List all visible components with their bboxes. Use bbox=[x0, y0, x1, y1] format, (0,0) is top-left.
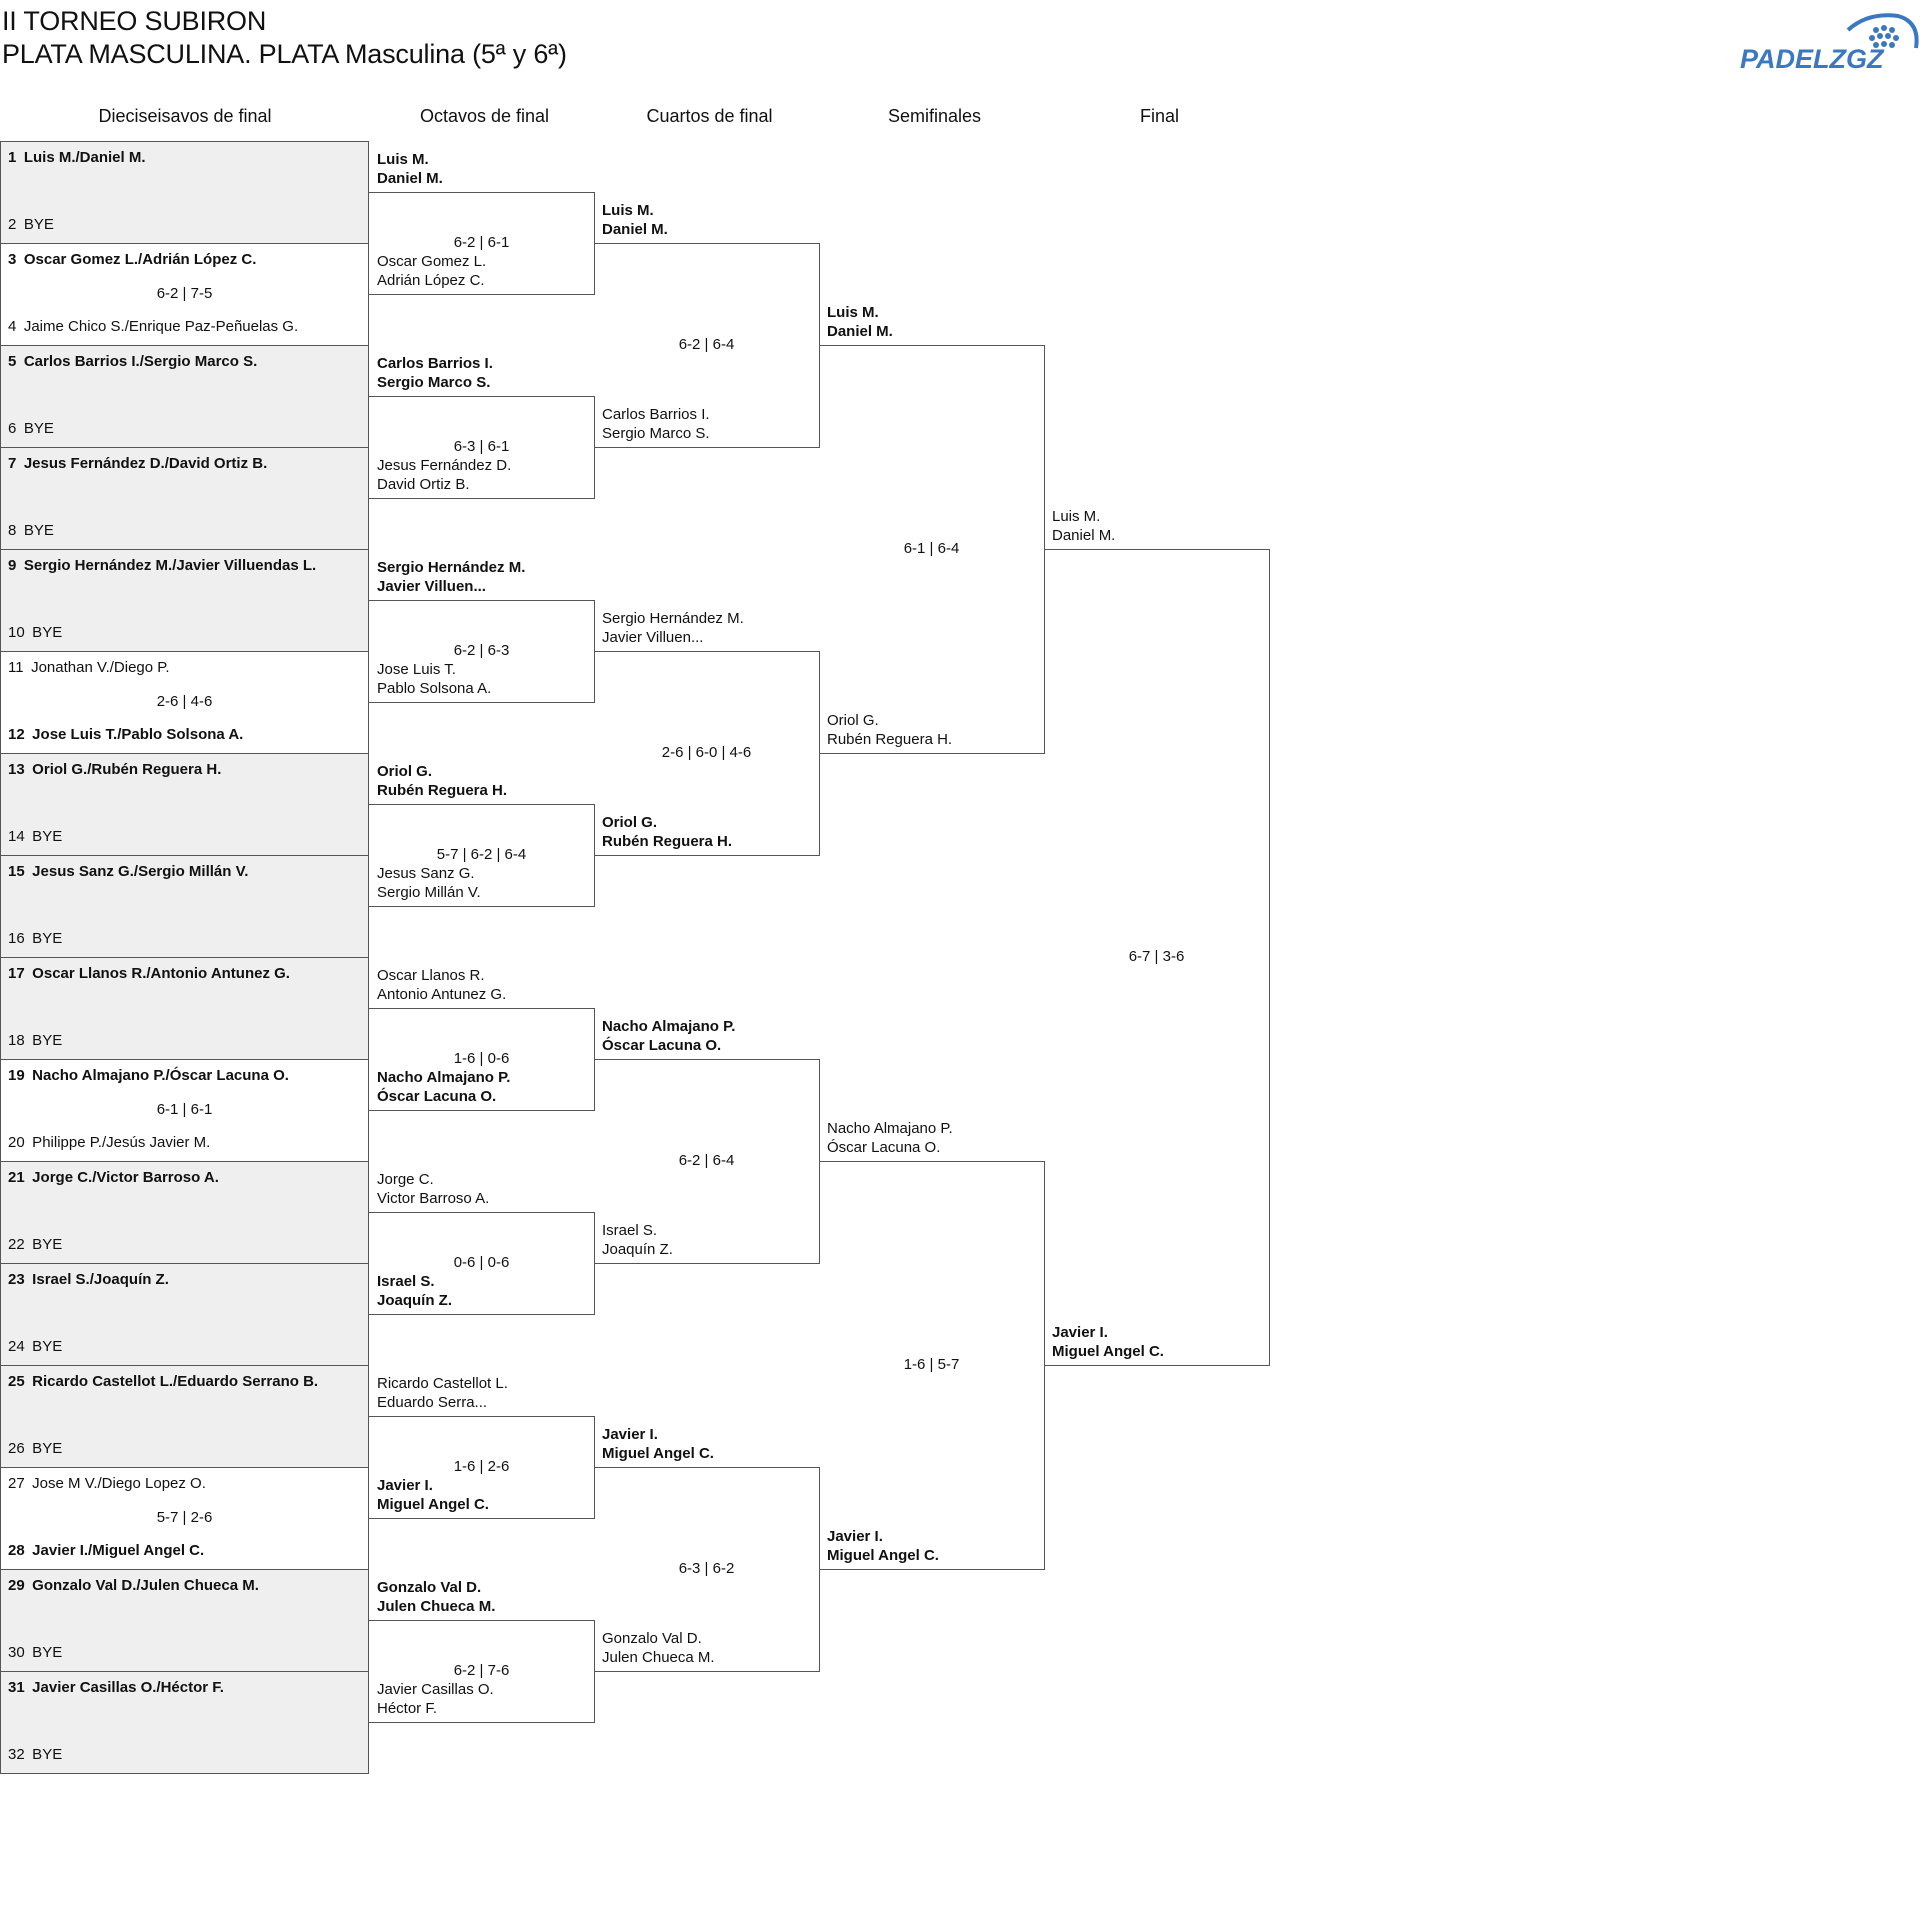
r32-team-entry: 23 Israel S./Joaquín Z. bbox=[8, 1271, 169, 1288]
r32-team-entry: 27 Jose M V./Diego Lopez O. bbox=[8, 1475, 206, 1492]
r32-team-entry: 2 BYE bbox=[8, 216, 54, 233]
r32-team-entry: 12 Jose Luis T./Pablo Solsona A. bbox=[8, 726, 244, 743]
r32-team-entry: 30 BYE bbox=[8, 1644, 63, 1661]
team-slot: Javier I. Miguel Angel C. bbox=[602, 1426, 714, 1462]
match-score: 6-1 | 6-4 bbox=[903, 540, 960, 557]
round-header-r16: Octavos de final bbox=[419, 106, 550, 126]
r32-team-entry: 29 Gonzalo Val D./Julen Chueca M. bbox=[8, 1577, 259, 1594]
team-slot: Carlos Barrios I. Sergio Marco S. bbox=[602, 406, 710, 442]
logo-text: PADELZGZ bbox=[1740, 44, 1884, 74]
match-score: 1-6 | 5-7 bbox=[903, 1356, 960, 1373]
match-score: 1-6 | 0-6 bbox=[453, 1050, 510, 1067]
r32-team-entry: 17 Oscar Llanos R./Antonio Antunez G. bbox=[8, 965, 290, 982]
team-slot: Nacho Almajano P. Óscar Lacuna O. bbox=[602, 1018, 736, 1054]
team-slot: Jose Luis T. Pablo Solsona A. bbox=[377, 661, 492, 697]
round-header-final: Final bbox=[1139, 106, 1179, 126]
r32-team-entry: 10 BYE bbox=[8, 624, 63, 641]
match-score: 0-6 | 0-6 bbox=[453, 1254, 510, 1271]
team-slot: Sergio Hernández M. Javier Villuen... bbox=[602, 610, 744, 646]
team-slot: Oriol G. Rubén Reguera H. bbox=[377, 763, 508, 799]
category-subtitle: PLATA MASCULINA. PLATA Masculina (5ª y 6ª) bbox=[2, 39, 567, 69]
round-header-semifinals: Semifinales bbox=[887, 106, 982, 126]
r32-team-entry: 32 BYE bbox=[8, 1746, 63, 1763]
r32-team-entry: 22 BYE bbox=[8, 1236, 63, 1253]
r32-team-entry: 13 Oriol G./Rubén Reguera H. bbox=[8, 761, 222, 778]
tournament-title: II TORNEO SUBIRON bbox=[2, 6, 267, 36]
match-score: 6-2 | 6-4 bbox=[678, 336, 735, 353]
r32-team-entry: 15 Jesus Sanz G./Sergio Millán V. bbox=[8, 863, 249, 880]
team-slot: Oscar Llanos R. Antonio Antunez G. bbox=[377, 967, 507, 1003]
r32-team-entry: 25 Ricardo Castellot L./Eduardo Serrano B. bbox=[8, 1373, 319, 1390]
team-slot: Oriol G. Rubén Reguera H. bbox=[827, 712, 953, 748]
match-score: 6-2 | 6-3 bbox=[453, 642, 510, 659]
team-slot: Luis M. Daniel M. bbox=[602, 202, 668, 238]
r32-match-score: 6-1 | 6-1 bbox=[156, 1101, 213, 1118]
team-slot: Javier I. Miguel Angel C. bbox=[1052, 1324, 1164, 1360]
r32-team-entry: 14 BYE bbox=[8, 828, 63, 845]
r32-team-entry: 3 Oscar Gomez L./Adrián López C. bbox=[8, 251, 257, 268]
r32-team-entry: 8 BYE bbox=[8, 522, 54, 539]
team-slot: Oriol G. Rubén Reguera H. bbox=[602, 814, 733, 850]
r32-team-entry: 1 Luis M./Daniel M. bbox=[8, 149, 146, 166]
team-slot: Gonzalo Val D. Julen Chueca M. bbox=[377, 1579, 496, 1615]
r32-team-entry: 6 BYE bbox=[8, 420, 54, 437]
team-slot: Luis M. Daniel M. bbox=[1052, 508, 1116, 544]
round-header-quarterfinals: Cuartos de final bbox=[646, 106, 773, 126]
r32-team-entry: 20 Philippe P./Jesús Javier M. bbox=[8, 1134, 211, 1151]
r32-team-entry: 5 Carlos Barrios I./Sergio Marco S. bbox=[8, 353, 258, 370]
team-slot: Jesus Sanz G. Sergio Millán V. bbox=[377, 865, 481, 901]
match-score: 6-2 | 6-4 bbox=[678, 1152, 735, 1169]
match-score: 6-2 | 6-1 bbox=[453, 234, 510, 251]
r32-team-entry: 31 Javier Casillas O./Héctor F. bbox=[8, 1679, 224, 1696]
match-score: 6-3 | 6-2 bbox=[678, 1560, 735, 1577]
r32-match-score: 2-6 | 4-6 bbox=[156, 693, 213, 710]
team-slot: Luis M. Daniel M. bbox=[377, 151, 443, 187]
team-slot: Nacho Almajano P. Óscar Lacuna O. bbox=[377, 1069, 511, 1105]
team-slot: Ricardo Castellot L. Eduardo Serra... bbox=[377, 1375, 508, 1411]
r32-team-entry: 26 BYE bbox=[8, 1440, 63, 1457]
team-slot: Javier Casillas O. Héctor F. bbox=[377, 1681, 494, 1717]
r32-team-entry: 11 Jonathan V./Diego P. bbox=[8, 659, 170, 676]
match-score: 6-3 | 6-1 bbox=[453, 438, 510, 455]
r32-team-entry: 24 BYE bbox=[8, 1338, 63, 1355]
team-slot: Javier I. Miguel Angel C. bbox=[827, 1528, 939, 1564]
match-score: 6-2 | 7-6 bbox=[453, 1662, 510, 1679]
round-header-r32: Dieciseisavos de final bbox=[98, 106, 272, 126]
r32-team-entry: 21 Jorge C./Victor Barroso A. bbox=[8, 1169, 219, 1186]
team-slot: Jorge C. Victor Barroso A. bbox=[377, 1171, 490, 1207]
team-slot: Luis M. Daniel M. bbox=[827, 304, 893, 340]
team-slot: Carlos Barrios I. Sergio Marco S. bbox=[377, 355, 493, 391]
team-slot: Jesus Fernández D. David Ortiz B. bbox=[377, 457, 512, 493]
padelzgz-logo bbox=[1738, 8, 1920, 78]
match-score: 5-7 | 6-2 | 6-4 bbox=[436, 846, 527, 863]
team-slot: Israel S. Joaquín Z. bbox=[377, 1273, 452, 1309]
r32-team-entry: 18 BYE bbox=[8, 1032, 63, 1049]
team-slot: Javier I. Miguel Angel C. bbox=[377, 1477, 489, 1513]
team-slot: Oscar Gomez L. Adrián López C. bbox=[377, 253, 487, 289]
r32-team-entry: 28 Javier I./Miguel Angel C. bbox=[8, 1542, 205, 1559]
r32-team-entry: 16 BYE bbox=[8, 930, 63, 947]
r32-team-entry: 4 Jaime Chico S./Enrique Paz-Peñuelas G. bbox=[8, 318, 299, 335]
r32-team-entry: 7 Jesus Fernández D./David Ortiz B. bbox=[8, 455, 268, 472]
r32-team-entry: 9 Sergio Hernández M./Javier Villuendas L. bbox=[8, 557, 317, 574]
team-slot: Gonzalo Val D. Julen Chueca M. bbox=[602, 1630, 715, 1666]
r32-team-entry: 19 Nacho Almajano P./Óscar Lacuna O. bbox=[8, 1067, 289, 1084]
team-slot: Nacho Almajano P. Óscar Lacuna O. bbox=[827, 1120, 953, 1156]
r32-match-score: 6-2 | 7-5 bbox=[156, 285, 213, 302]
team-slot: Sergio Hernández M. Javier Villuen... bbox=[377, 559, 526, 595]
team-slot: Israel S. Joaquín Z. bbox=[602, 1222, 673, 1258]
r32-match-score: 5-7 | 2-6 bbox=[156, 1509, 213, 1526]
match-score: 6-7 | 3-6 bbox=[1128, 948, 1185, 965]
match-score: 1-6 | 2-6 bbox=[453, 1458, 510, 1475]
match-score: 2-6 | 6-0 | 4-6 bbox=[661, 744, 752, 761]
